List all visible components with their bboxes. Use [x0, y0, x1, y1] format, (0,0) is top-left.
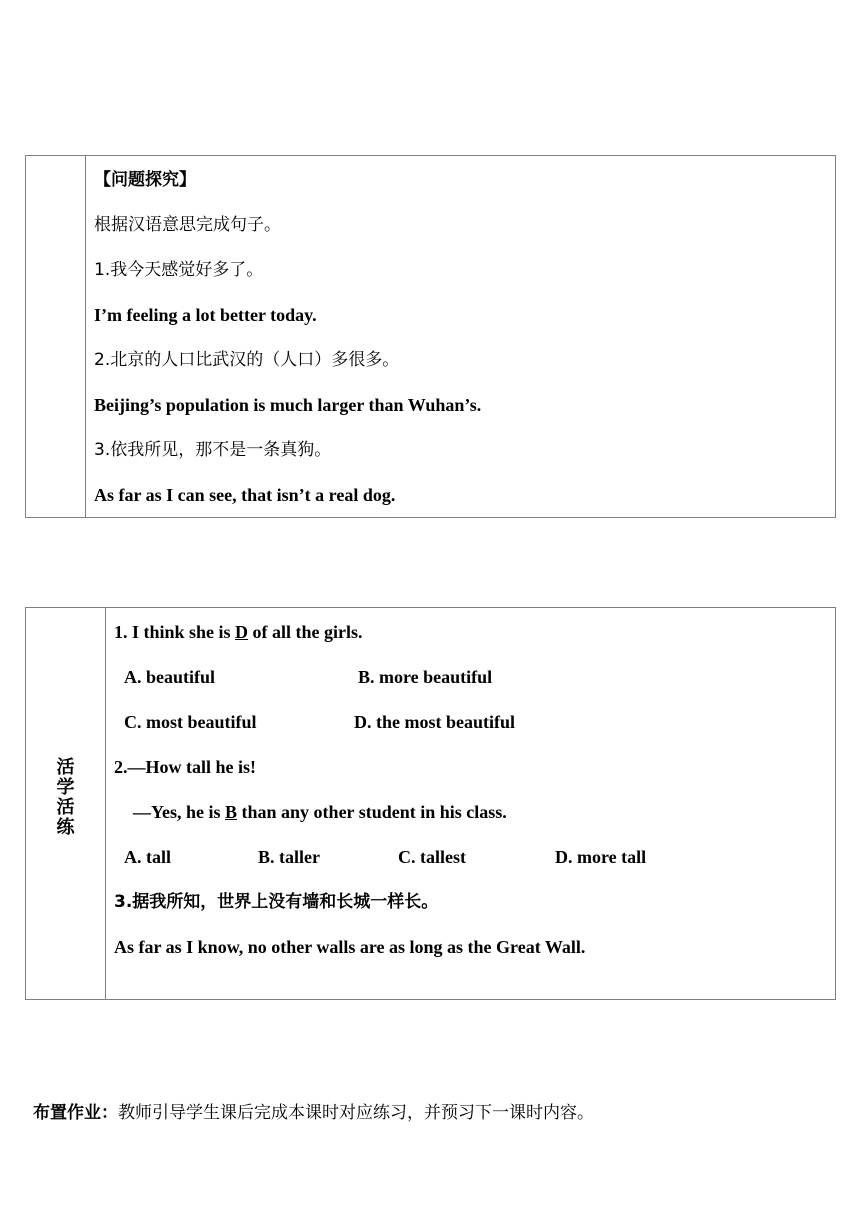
homework-label: 布置作业： — [33, 1103, 118, 1123]
inquiry-table — [25, 155, 836, 518]
label-char: 练 — [56, 817, 75, 838]
q1-option-c: C. most beautiful — [124, 712, 257, 732]
question-1-suffix: of all the girls. — [248, 622, 363, 642]
sentence-en-3: As far as I can see, that isn’t a real dog. — [94, 485, 396, 505]
q2-option-a: A. tall — [124, 847, 171, 867]
question-3-zh: 3.据我所知，世界上没有墙和长城一样长。 — [114, 892, 439, 912]
instruction-text: 根据汉语意思完成句子。 — [94, 215, 281, 235]
question-3-en: As far as I know, no other walls are as long as the Great Wall. — [114, 937, 586, 957]
question-2-reply — [133, 801, 507, 823]
label-char: 学 — [56, 777, 75, 798]
q2-option-c: C. tallest — [398, 847, 466, 867]
section-header: 【问题探究】 — [94, 170, 196, 190]
practice-table — [25, 607, 836, 1000]
inquiry-label-cell — [26, 156, 86, 517]
q1-option-a: A. beautiful — [124, 667, 216, 687]
practice-vertical-label — [26, 758, 105, 838]
q1-option-d: D. the most beautiful — [354, 712, 515, 732]
q2-option-b: B. taller — [258, 847, 320, 867]
question-2-prefix: —Yes, he is — [133, 802, 226, 822]
inquiry-content-cell — [86, 156, 835, 517]
sentence-en-1: I’m feeling a lot better today. — [94, 305, 317, 325]
question-1 — [114, 621, 363, 643]
homework-text: 教师引导学生课后完成本课时对应练习，并预习下一课时内容。 — [118, 1103, 594, 1123]
question-2-suffix: than any other student in his class. — [237, 802, 507, 822]
sentence-zh-3: 3.依我所见，那不是一条真狗。 — [94, 440, 332, 460]
question-2-prompt: 2.—How tall he is! — [114, 757, 256, 777]
practice-label-cell — [26, 608, 106, 999]
practice-content-cell — [106, 608, 835, 999]
sentence-zh-2: 2.北京的人口比武汉的（人口）多很多。 — [94, 350, 400, 370]
question-2-answer: B — [225, 802, 238, 822]
label-char: 活 — [56, 797, 75, 818]
sentence-zh-1: 1.我今天感觉好多了。 — [94, 260, 264, 280]
question-1-answer: D — [235, 622, 249, 642]
label-char: 活 — [56, 757, 75, 778]
question-1-prefix: 1. I think she is — [114, 622, 236, 642]
homework-note — [33, 1101, 594, 1125]
sentence-en-2: Beijing’s population is much larger than Wuhan’s. — [94, 395, 482, 415]
q1-option-b: B. more beautiful — [358, 667, 493, 687]
q2-option-d: D. more tall — [555, 847, 647, 867]
